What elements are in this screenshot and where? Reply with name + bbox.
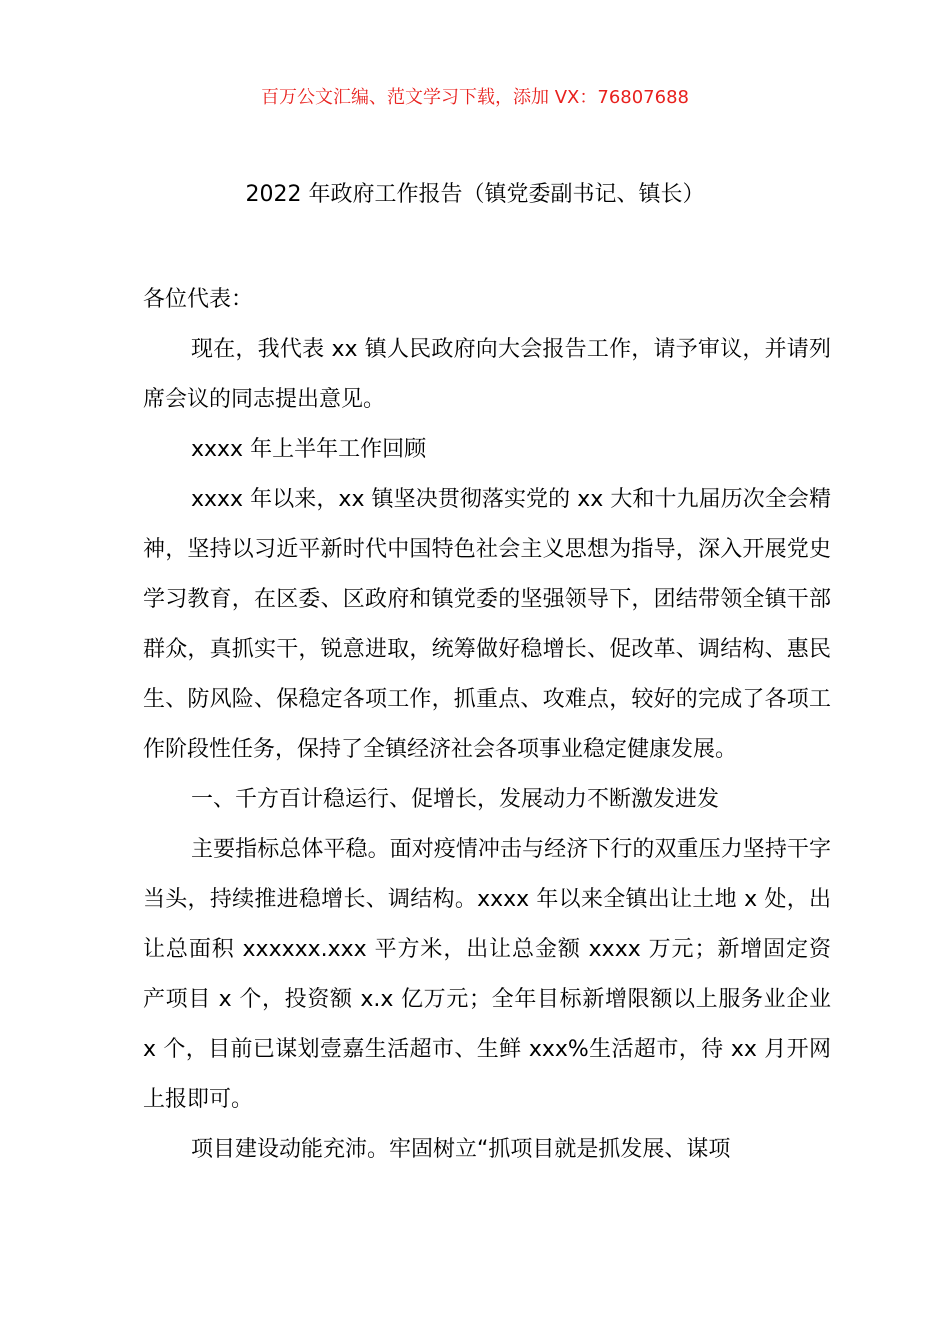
paragraph-overview: xxxx 年以来，xx 镇坚决贯彻落实党的 xx 大和十九届历次全会精神，坚持以习近平新时代中国特色社会主义思想为指导，深入开展党史学习教育，在区委、区政府和镇党委的坚强领导下，团结带领全镇干部群众，真抓实干，锐意进取，统筹做好稳增长、促改革、调结构、惠民生、防风险、保稳定各项工作，抓重点、攻难点，较好的完成了各项工作阶段性任务，保持了全镇经济社会各项事业稳定健康发展。: [143, 487, 831, 762]
section-heading-growth: 一、千方百计稳运行、促增长，发展动力不断激发进发: [191, 787, 720, 812]
document-title: 2022 年政府工作报告（镇党委副书记、镇长）: [245, 182, 705, 207]
header-banner: 百万公文汇编、范文学习下载，添加 VX：76807688: [261, 87, 689, 108]
paragraph-indicators: 主要指标总体平稳。面对疫情冲击与经济下行的双重压力坚持干字当头，持续推进稳增长、调结构。xxxx 年以来全镇出让土地 x 处，出让总面积 xxxxxx.xxx 平方米，出让总金额 xxxx 万元；新增固定资产项目 x 个，投资额 x.x 亿万元；全年目标新增限额以上服务业企业 x 个，目前已谋划壹嘉生活超市、生鲜 xxx%生活超市，待 xx 月开网上报即可。: [143, 837, 831, 1112]
salutation: 各位代表：: [143, 287, 254, 312]
section-heading-review: xxxx 年上半年工作回顾: [191, 437, 427, 462]
paragraph-projects: 项目建设动能充沛。牢固树立“抓项目就是抓发展、谋项: [191, 1137, 731, 1162]
paragraph-intro: 现在，我代表 xx 镇人民政府向大会报告工作，请予审议，并请列席会议的同志提出意见。: [143, 337, 831, 412]
document-body: [143, 275, 831, 1175]
